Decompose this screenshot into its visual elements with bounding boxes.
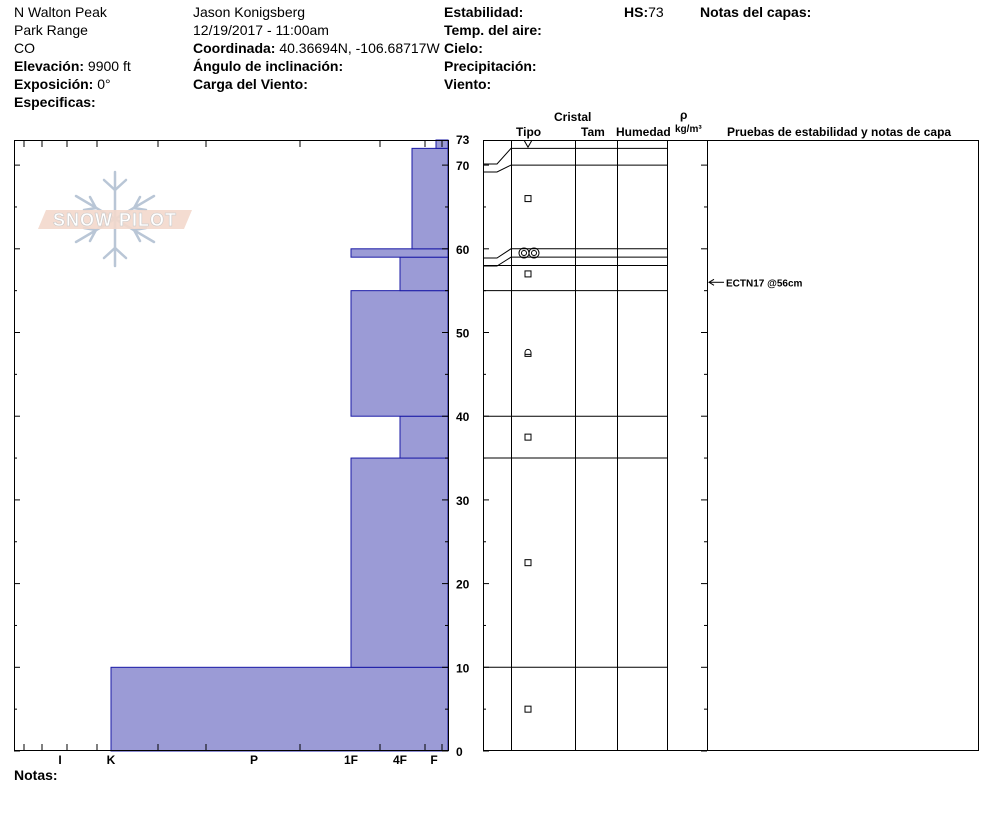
grain-rounding-faceted-symbol <box>525 349 531 356</box>
size-header: Tam <box>581 125 605 139</box>
hardness-tick-label: I <box>58 753 62 767</box>
grain-melt-freeze-symbol <box>522 250 527 255</box>
height-tick-label: 40 <box>456 410 470 425</box>
grain-melt-freeze-symbol <box>519 248 529 258</box>
grain-square-symbol <box>525 434 531 440</box>
hardness-bar <box>412 148 448 248</box>
hardness-tick-label: 1F <box>343 753 359 767</box>
layer-notes-label: Notas del capas: <box>700 4 812 20</box>
hs-value: 73 <box>648 4 664 20</box>
coordinates-label: Coordinada: <box>193 40 276 56</box>
hardness-tick-label: F <box>430 753 438 767</box>
height-tick-label: 10 <box>456 661 470 676</box>
hardness-bar <box>351 249 448 257</box>
snowpilot-logo <box>38 172 192 266</box>
hardness-bar <box>351 458 448 667</box>
coordinates-value: 40.36694N, -106.68717W <box>279 40 440 56</box>
range-name: Park Range <box>14 22 88 38</box>
elevation-label: Elevación: <box>14 58 85 74</box>
grain-square-symbol <box>525 560 531 566</box>
air-temp-label: Temp. del aire: <box>444 22 542 38</box>
wind-label: Viento: <box>444 76 492 92</box>
crystal-header: Cristal <box>554 110 592 124</box>
tests-header: Pruebas de estabilidad y notas de capa <box>727 125 952 139</box>
notes-label: Notas: <box>14 767 58 783</box>
grain-square-symbol <box>525 196 531 202</box>
height-tick-label: 70 <box>456 159 470 174</box>
hardness-bar <box>111 667 448 751</box>
wind-load-label: Carga del Viento: <box>193 76 308 92</box>
hardness-bar <box>351 291 448 417</box>
slope-angle-label: Ángulo de inclinación: <box>193 58 344 74</box>
hardness-tick-label: P <box>249 753 259 767</box>
stability-test-label: ECTN17 @56cm <box>726 278 803 290</box>
exposure-value: 0° <box>97 76 111 92</box>
type-header: Tipo <box>516 125 542 139</box>
hardness-tick-label: 4F <box>392 753 408 767</box>
moisture-header: Humedad <box>616 125 671 139</box>
observer-name: Jason Konigsberg <box>193 4 306 20</box>
observation-datetime: 12/19/2017 - 11:00am <box>193 22 329 38</box>
hardness-bar <box>400 257 448 290</box>
specifics-label: Especificas: <box>14 94 96 110</box>
logo-text: SNOW PILOT <box>53 210 177 230</box>
height-tick-label: 20 <box>456 577 470 592</box>
hs-label: HS: <box>624 4 649 20</box>
height-tick-label: 50 <box>456 326 470 341</box>
grain-melt-freeze-symbol <box>529 248 539 258</box>
elevation-value: 9900 ft <box>87 58 131 74</box>
hardness-tick-label: K <box>106 753 116 767</box>
grain-square-symbol <box>525 271 531 277</box>
height-tick-label: 60 <box>456 242 470 257</box>
sky-label: Cielo: <box>444 40 483 56</box>
height-tick-label: 0 <box>456 745 463 759</box>
hardness-bar <box>400 416 448 458</box>
height-tick-label: 73 <box>456 133 470 147</box>
location-name: N Walton Peak <box>14 4 107 20</box>
exposure-label: Exposición: <box>14 76 94 92</box>
grain-melt-freeze-symbol <box>532 250 537 255</box>
precipitation-label: Precipitación: <box>444 58 537 74</box>
state-name: CO <box>14 40 35 56</box>
height-tick-label: 30 <box>456 493 470 508</box>
grain-surface-hoar-symbol <box>524 140 532 147</box>
density-unit-header: kg/m³ <box>675 124 702 135</box>
stability-label: Estabilidad: <box>444 4 524 20</box>
grain-square-symbol <box>525 706 531 712</box>
rho-header: ρ <box>680 108 688 122</box>
